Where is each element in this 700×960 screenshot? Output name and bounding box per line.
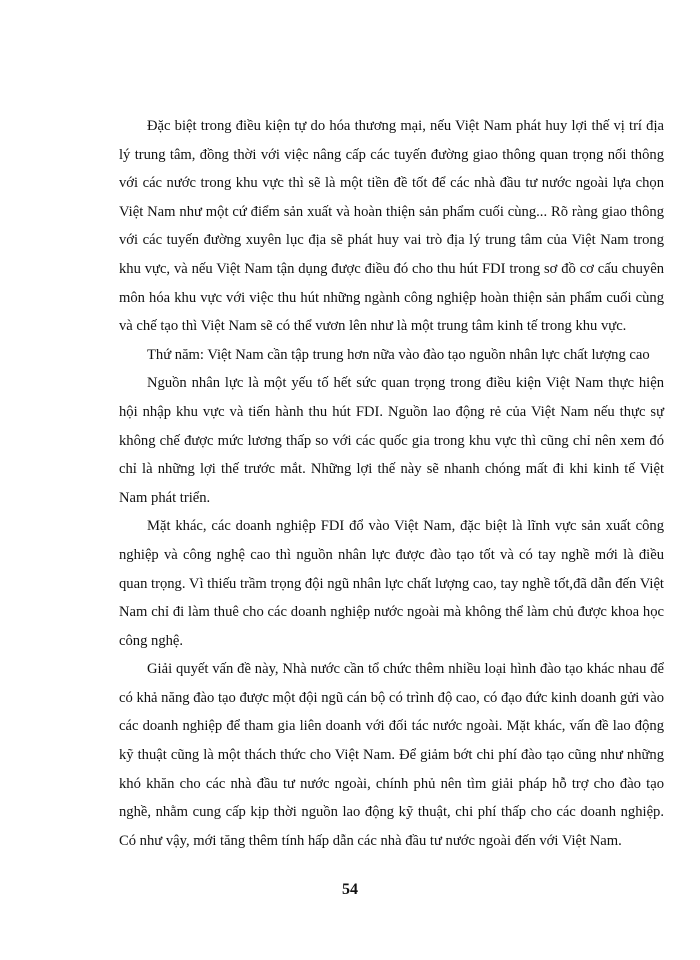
- body-text: [119, 112, 664, 855]
- paragraph-4: Mặt khác, các doanh nghiệp FDI đổ vào Việt Nam, đặc biệt là lĩnh vực sản xuất công nghiệp và công nghệ cao thì nguồn nhân lực được đào tạo tốt và có tay nghề mới là điều quan trọng. Vì thiếu trầm trọng đội ngũ nhân lực chất lượng cao, tay nghề tốt,đã dẫn đến Việt Nam chỉ đi làm thuê cho các doanh nghiệp nước ngoài mà không thể làm chủ được khoa học công nghệ.: [119, 518, 664, 649]
- paragraph-2-heading: Thứ năm: Việt Nam cần tập trung hơn nữa vào đào tạo nguồn nhân lực chất lượng cao: [147, 346, 650, 363]
- paragraph-3: Nguồn nhân lực là một yếu tố hết sức quan trọng trong điều kiện Việt Nam thực hiện hội nhập khu vực và tiến hành thu hút FDI. Nguồn lao động rẻ của Việt Nam nếu thực sự không chế được mức lương thấp so với các quốc gia trong khu vực thì cũng chỉ nên xem đó chỉ là những lợi thế trước mắt. Những lợi thế này sẽ nhanh chóng mất đi khi kinh tế Việt Nam phát triển.: [119, 375, 664, 506]
- paragraph-1: Đặc biệt trong điều kiện tự do hóa thương mại, nếu Việt Nam phát huy lợi thế vị trí địa lý trung tâm, đồng thời với việc nâng cấp các tuyến đường giao thông quan trọng nối thông với các nước trong khu vực thì sẽ là một tiền đề tốt để các nhà đầu tư nước ngoài lựa chọn Việt Nam như một cứ điểm sản xuất và hoàn thiện sản phẩm cuối cùng... Rõ ràng giao thông với các tuyến đường xuyên lục địa sẽ phát huy vai trò địa lý trung tâm của Việt Nam trong khu vực, và nếu Việt Nam tận dụng được điều đó cho thu hút FDI trong sơ đồ cơ cấu chuyên môn hóa khu vực với việc thu hút những ngành công nghiệp hoàn thiện sản phẩm cuối cùng và chế tạo thì Việt Nam sẽ có thể vươn lên như là một trung tâm kinh tế trong khu vực.: [119, 118, 664, 335]
- paragraph-5: Giải quyết vấn đề này, Nhà nước cần tổ chức thêm nhiều loại hình đào tạo khác nhau để có khả năng đào tạo được một đội ngũ cán bộ có trình độ cao, có đạo đức kinh doanh gửi vào các doanh nghiệp để tham gia liên doanh với đối tác nước ngoài. Mặt khác, vấn đề lao động kỹ thuật cũng là một thách thức cho Việt Nam. Để giảm bớt chi phí đào tạo cũng như những khó khăn cho các nhà đầu tư nước ngoài, chính phủ nên tìm giải pháp hỗ trợ cho đào tạo nghề, nhằm cung cấp kịp thời nguồn lao động kỹ thuật, chi phí thấp cho các doanh nghiệp. Có như vậy, mới tăng thêm tính hấp dẫn các nhà đầu tư nước ngoài đến với Việt Nam.: [119, 661, 664, 849]
- page-number: 54: [342, 881, 358, 898]
